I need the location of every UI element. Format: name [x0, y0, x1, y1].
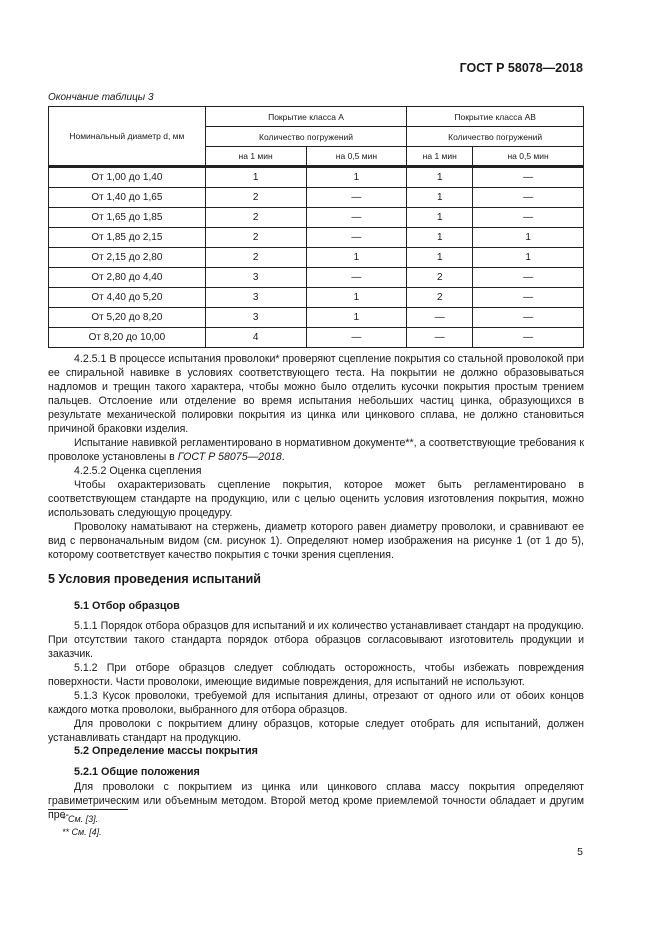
sub-header: на 0,5 мин	[306, 147, 407, 167]
table-cell: От 2,15 до 2,80	[49, 248, 206, 268]
table-cell: От 5,20 до 8,20	[49, 308, 206, 328]
table-cell: 1	[473, 248, 584, 268]
paragraph: 4.2.5.1 В процессе испытания проволоки* проверяют сцепление покрытия со стальной проволокой при ее спиральной навивке в условиях соответствующего теста. На покрытии не должно образовываться надломов и трещин такого характера, чтобы можно было отделить кусочки покрытия простым трением пальцев. Отслоение или отделение во время испытания небольших частиц цинка, образующихся в результате механической полировки покрытия из цинка или цинкового сплава, не должно становиться причиной браковки изделия.	[48, 353, 584, 435]
table-cell: —	[407, 328, 473, 348]
standard-reference: ГОСТ Р 58075—2018	[177, 451, 282, 463]
dips-header-a: Количество погружений	[205, 127, 407, 147]
paragraph: Проволоку наматывают на стержень, диаметр которого равен диаметру проволоки, и сравнивают ее вид с первоначальным видом (см. рисунок 1). Определяют номер изображения на рисунке 1 (от 1 до 5), которому соответствует качество покрытия с точки зрения сцепления.	[48, 521, 584, 561]
table-cell: —	[473, 268, 584, 288]
table-cell: 1	[407, 168, 473, 188]
table-cell: 1	[407, 228, 473, 248]
table-cell: —	[306, 228, 407, 248]
table-cell: 1	[306, 288, 407, 308]
table-cell: —	[306, 208, 407, 228]
table-cell: —	[306, 268, 407, 288]
section-5-2-heading: 5.2 Определение массы покрытия	[74, 745, 258, 757]
footnote-divider	[48, 809, 128, 810]
table-row	[49, 208, 584, 228]
section-5-2-1-text	[48, 780, 584, 822]
subsection-title: 4.2.5.2 Оценка сцепления	[74, 465, 202, 477]
table-cell: От 1,00 до 1,40	[49, 168, 206, 188]
coating-table	[48, 106, 584, 348]
table-cell: —	[306, 328, 407, 348]
table-cell: —	[473, 168, 584, 188]
footnote: * См. [3].	[62, 814, 99, 824]
sub-header: на 1 мин	[205, 147, 306, 167]
paragraph: Испытание навивкой регламентировано в нормативном документе**, а соответствующие требования к проволоке установлены в ГОСТ Р 58075—2018.	[48, 437, 584, 463]
table-cell: От 2,80 до 4,40	[49, 268, 206, 288]
table-cell: —	[473, 288, 584, 308]
footnote: ** См. [4].	[62, 827, 102, 837]
table-cell: 1	[306, 248, 407, 268]
table-cell: —	[473, 208, 584, 228]
table-cell: 1	[473, 228, 584, 248]
table-row	[49, 328, 584, 348]
paragraph: Для проволоки с покрытием длину образцов, которые следует отобрать для испытаний, должен устанавливать стандарт на продукцию.	[48, 718, 584, 744]
table-cell: 1	[306, 308, 407, 328]
standard-number: ГОСТ Р 58078—2018	[459, 61, 583, 75]
table-cell: 2	[205, 248, 306, 268]
paragraph: 5.1.1 Порядок отбора образцов для испытаний и их количество устанавливает стандарт на продукцию. При отсутствии такого стандарта порядок отбора образцов согласовывают изготовитель продукции и заказчик.	[48, 620, 584, 660]
table-cell: —	[473, 308, 584, 328]
table-row	[49, 288, 584, 308]
table-row	[49, 168, 584, 188]
table-row	[49, 188, 584, 208]
table-cell: От 1,85 до 2,15	[49, 228, 206, 248]
table-cell: 1	[407, 248, 473, 268]
table-cell: От 1,65 до 1,85	[49, 208, 206, 228]
table-cell: 2	[205, 188, 306, 208]
table-cell: 3	[205, 288, 306, 308]
table-cell: 2	[205, 208, 306, 228]
diameter-column-header: Номинальный диаметр d, мм	[49, 107, 206, 167]
section-4-text	[48, 352, 584, 562]
table-cell: —	[473, 188, 584, 208]
table-cell: 4	[205, 328, 306, 348]
paragraph: Чтобы охарактеризовать сцепление покрытия, которое может быть регламентировано в соответствующем стандарте на продукцию, или с целью оценить условия изготовления покрытия, можно использовать следующую процедуру.	[48, 479, 584, 519]
table-cell: 2	[407, 288, 473, 308]
table-cell: 1	[205, 168, 306, 188]
dips-header-ab: Количество погружений	[407, 127, 584, 147]
table-cell: От 1,40 до 1,65	[49, 188, 206, 208]
page-number: 5	[577, 846, 583, 858]
table-cell: —	[473, 328, 584, 348]
section-5-heading: 5 Условия проведения испытаний	[48, 572, 261, 586]
table-cell: От 4,40 до 5,20	[49, 288, 206, 308]
paragraph: 5.1.3 Кусок проволоки, требуемой для испытания длины, отрезают от одного или от обоих концов каждого мотка проволоки, выбранного для отбора образцов.	[48, 690, 584, 716]
table-cell: —	[407, 308, 473, 328]
table-row	[49, 228, 584, 248]
paragraph: 5.1.2 При отборе образцов следует соблюдать осторожность, чтобы избежать повреждения поверхности. Части проволоки, имеющие видимые повреждения, для испытаний не используют.	[48, 662, 584, 688]
table-cell: 1	[407, 208, 473, 228]
table-cell: 2	[205, 228, 306, 248]
table-cell: 3	[205, 308, 306, 328]
section-5-2-1-heading: 5.2.1 Общие положения	[74, 766, 200, 778]
table-cell: От 8,20 до 10,00	[49, 328, 206, 348]
table-row	[49, 248, 584, 268]
paragraph: Для проволоки с покрытием из цинка или цинкового сплава массу покрытия определяют гравиметрическим или объемным методом. Второй метод кроме приемлемой точности обладает и другим пре-	[48, 781, 584, 821]
sub-header: на 1 мин	[407, 147, 473, 167]
table-cell: 1	[306, 168, 407, 188]
table-caption: Окончание таблицы 3	[48, 92, 154, 103]
table-cell: 1	[407, 188, 473, 208]
class-ab-header: Покрытие класса АВ	[407, 107, 584, 127]
class-a-header: Покрытие класса А	[205, 107, 407, 127]
section-5-1-heading: 5.1 Отбор образцов	[74, 600, 180, 612]
table-cell: —	[306, 188, 407, 208]
table-row	[49, 268, 584, 288]
section-5-1-text	[48, 619, 584, 745]
table-row	[49, 308, 584, 328]
sub-header: на 0,5 мин	[473, 147, 584, 167]
table-cell: 2	[407, 268, 473, 288]
table-cell: 3	[205, 268, 306, 288]
